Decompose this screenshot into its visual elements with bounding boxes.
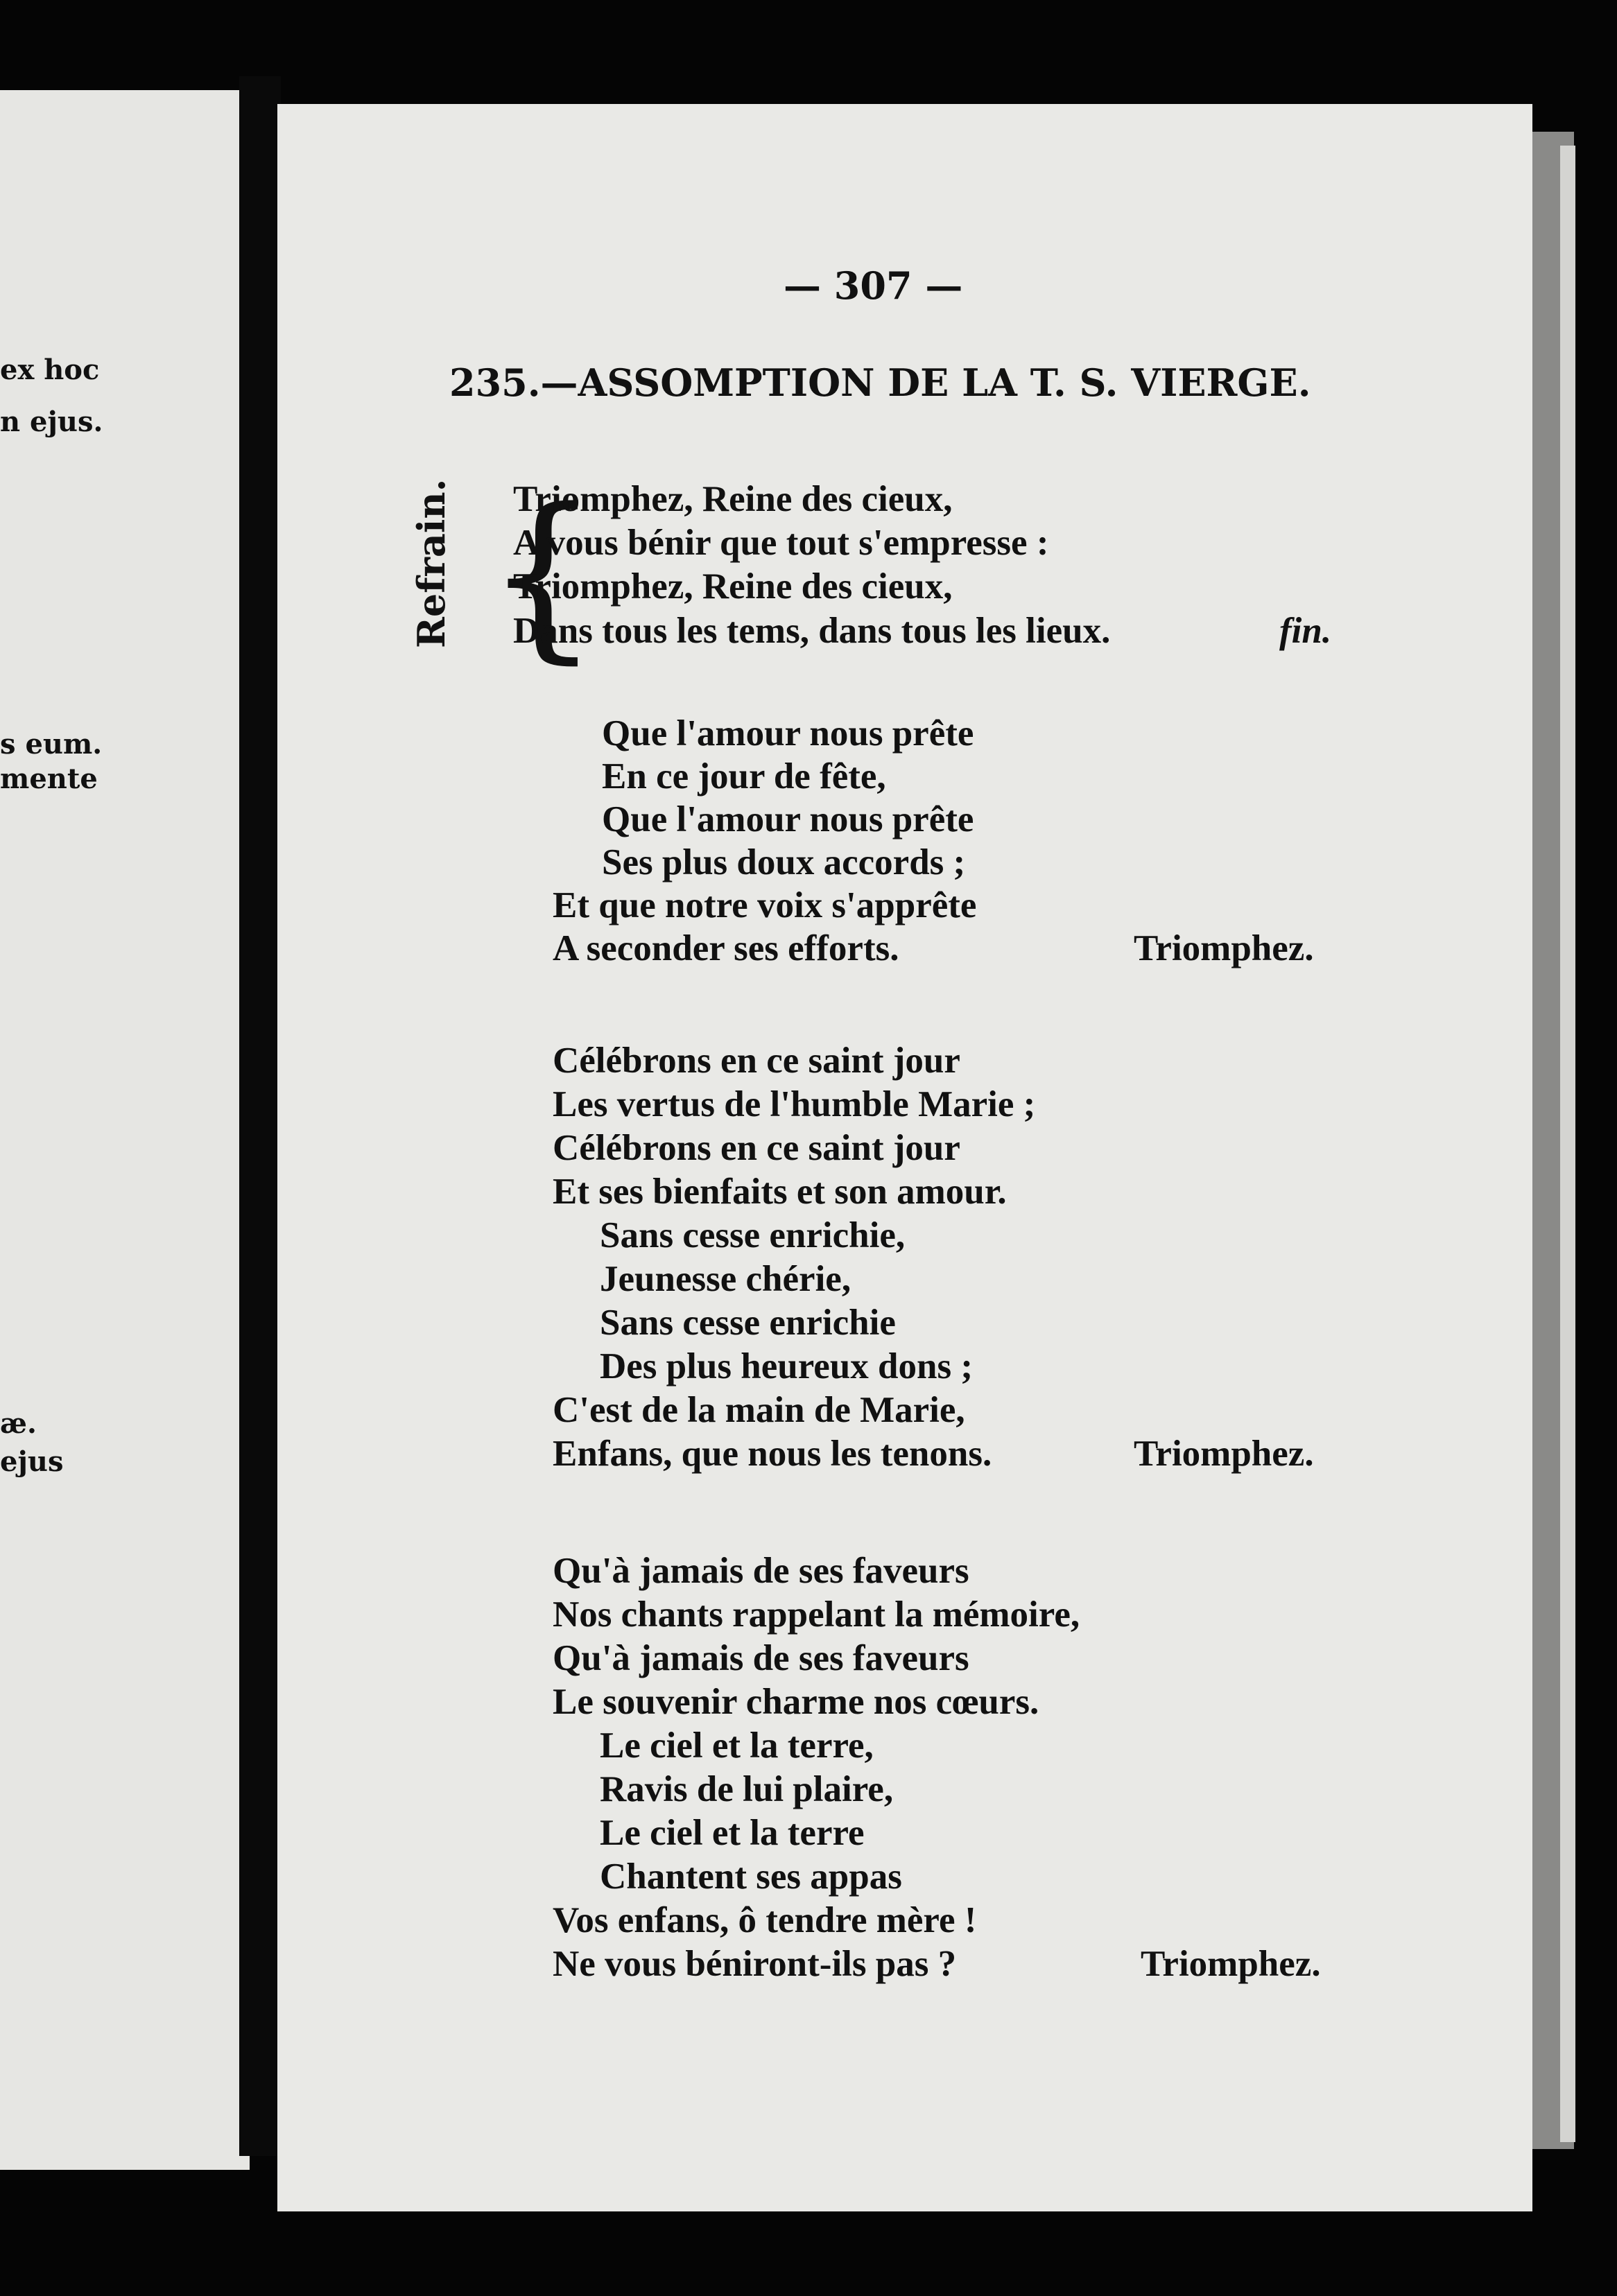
- left-page-fragment: [0, 90, 250, 2170]
- verse-line: Célébrons en ce saint jour: [553, 1128, 960, 1168]
- verse-line: Qu'à jamais de ses faveurs: [553, 1551, 969, 1591]
- hymn-title: 235.—ASSOMPTION DE LA T. S. VIERGE.: [449, 360, 1311, 405]
- verse-line: Ravis de lui plaire,: [600, 1769, 894, 1809]
- refrain-cue: Triomphez.: [1134, 1434, 1314, 1474]
- verse-line: Le ciel et la terre,: [600, 1725, 874, 1766]
- verse-line: Ne vous béniront-ils pas ?: [553, 1944, 957, 1984]
- verse-line: Sans cesse enrichie: [600, 1303, 896, 1343]
- left-page-line: s eum.: [0, 728, 103, 760]
- verse-line: Que l'amour nous prête: [602, 713, 974, 754]
- verse-line: A seconder ses efforts.: [553, 928, 899, 968]
- verse-line: Et que notre voix s'apprête: [553, 885, 977, 925]
- left-page-line: æ.: [0, 1407, 37, 1440]
- verse-line: Le ciel et la terre: [600, 1813, 865, 1853]
- verse-line: C'est de la main de Marie,: [553, 1390, 965, 1430]
- refrain-line: Triomphez, Reine des cieux,: [513, 566, 953, 607]
- left-page-line: ex hoc: [0, 354, 100, 386]
- refrain-line: Dans tous les tems, dans tous les lieux.: [513, 611, 1111, 651]
- verse-line: Qu'à jamais de ses faveurs: [553, 1638, 969, 1678]
- verse-line: Chantent ses appas: [600, 1856, 902, 1897]
- refrain-cue: Triomphez.: [1134, 928, 1314, 968]
- page-edge-highlight: [1560, 146, 1575, 2142]
- verse-line: Sans cesse enrichie,: [600, 1215, 906, 1255]
- verse-line: Des plus heureux dons ;: [600, 1346, 973, 1386]
- verse-line: Célébrons en ce saint jour: [553, 1041, 960, 1081]
- verse-line: En ce jour de fête,: [602, 756, 886, 797]
- refrain-line: Triomphez, Reine des cieux,: [513, 479, 953, 519]
- verse-line: Vos enfans, ô tendre mère !: [553, 1900, 977, 1940]
- verse-line: Nos chants rappelant la mémoire,: [553, 1594, 1080, 1635]
- refrain-label: Refrain.: [409, 478, 453, 648]
- refrain-brace: {: [485, 471, 600, 680]
- left-page-line: mente: [0, 763, 98, 795]
- verse-line: Le souvenir charme nos cœurs.: [553, 1682, 1039, 1722]
- refrain-line: A vous bénir que tout s'empresse :: [513, 523, 1049, 563]
- refrain-cue: Triomphez.: [1141, 1944, 1321, 1984]
- verse-line: Jeunesse chérie,: [600, 1259, 851, 1299]
- fin-mark: fin.: [1279, 611, 1332, 651]
- verse-line: Ses plus doux accords ;: [602, 842, 966, 882]
- verse-line: Et ses bienfaits et son amour.: [553, 1172, 1007, 1212]
- verse-line: Enfans, que nous les tenons.: [553, 1434, 992, 1474]
- verse-line: Les vertus de l'humble Marie ;: [553, 1084, 1036, 1124]
- left-page-line: ejus: [0, 1445, 64, 1478]
- page-number: — 307 —: [784, 263, 963, 308]
- verse-line: Que l'amour nous prête: [602, 799, 974, 840]
- left-page-line: n ejus.: [0, 406, 103, 438]
- book-gutter: [239, 76, 281, 2156]
